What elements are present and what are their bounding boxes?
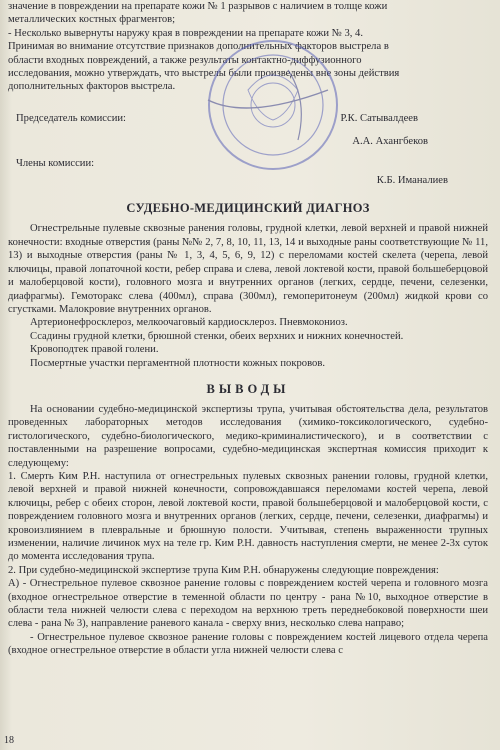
conclusion-point-2: 2. При судебно-медицинской экспертизе трупа Ким Р.Н. обнаружены следующие повреждения: bbox=[8, 564, 439, 576]
diagnosis-paragraph: Кровоподтек правой голени. bbox=[30, 344, 159, 356]
top-line: исследования, можно утверждать, что выстрелы были произведены вне зоны действия bbox=[8, 68, 400, 80]
diagnosis-paragraph: Огнестрельные пулевые сквозные ранения головы, грудной клетки, левой верхней и правой нижней конечности: входные отверстия (раны №№ 2, 7, 8, 10, 11, 13, 14 и выходные раны соответствующие № 11, 13) и выходные отверстия (раны № 1, 3, 4, 5, 6, 9, 12) с переломами костей скелета (черепа, левой ключицы, правой лопаточной кости, ребер справа и слева, левой локтевой кости, правой большеберцовой и малоберцовой кости), головного мозга и внутренних органов (легких, сердце, печени, селезенки, диафрагмы). Гемоторакс слева (400мл), справа (300мл), гемоперитонеум (200мл) жидкой крови со сгустками. Малокровие внутренних органов. bbox=[8, 223, 488, 315]
member1-name: А.А. Ахангбеков bbox=[352, 136, 428, 148]
conclusions-section bbox=[8, 403, 488, 658]
top-line: металлических костных фрагментов; bbox=[8, 14, 176, 26]
chair-name: Р.К. Сатывалдеев bbox=[340, 112, 418, 124]
top-line: - Несколько вывернуты наружу края в повреждении на препарате кожи № 3, 4. bbox=[8, 27, 363, 39]
conclusions-title: ВЫВОДЫ bbox=[206, 381, 290, 396]
top-section bbox=[8, 0, 488, 94]
diagnosis-paragraph: Ссадины грудной клетки, брюшной стенки, обеих верхних и нижних конечностей. bbox=[30, 330, 404, 342]
conclusions-intro: На основании судебно-медицинской экспертизы трупа, учитывая обстоятельства дела, результатов проведенных лабораторных методов исследования (химико-токсикологического, судебно-гистологического, судебно-биологического, медико-криминалистического), и в соответствии с поставленными на разрешение вопросами, судебно-медицинская экспертная комиссия приходит к следующему: bbox=[8, 403, 488, 469]
top-line: дополнительных факторов выстрела. bbox=[8, 81, 176, 93]
top-line: Принимая во внимание отсутствие признаков дополнительных факторов выстрела в bbox=[8, 41, 389, 53]
diagnosis-paragraph: Посмертные участки пергаментной плотности кожных покровов. bbox=[30, 357, 325, 369]
members-label: Члены комиссии: bbox=[16, 157, 95, 169]
top-line: значение в повреждении на препарате кожи № 1 разрывов с наличием в толще кожи bbox=[8, 1, 388, 12]
conclusion-point-2b: - Огнестрельное пулевое сквозное ранение головы с повреждением костей лицевого отдела черепа (входное огнестрельное отверстие в области угла нижней челюсти слева с bbox=[8, 631, 488, 657]
conclusion-point-2a: А) - Огнестрельное пулевое сквозное ранение головы с повреждением костей черепа и головного мозга (входное огнестрельное отверстие в теменной области по центру - рана №10, выходное отверстие в области тела нижней челюсти слева с переходом на верхнюю треть переднебоковой поверхности шеи слева - рана № 3), направление раневого канала - сверху вниз, несколько слева направо; bbox=[8, 578, 488, 630]
member2-name: К.Б. Иманалиев bbox=[376, 175, 448, 187]
chair-label: Председатель комиссии: bbox=[16, 112, 126, 124]
page-number: 18 bbox=[4, 735, 14, 746]
signature-block bbox=[8, 112, 488, 188]
top-line: области входных повреждений, а также результаты контактно-диффузионного bbox=[8, 54, 362, 66]
diagnosis-title: СУДЕБНО-МЕДИЦИНСКИЙ ДИАГНОЗ bbox=[126, 201, 370, 216]
diagnosis-paragraph: Артерионефросклероз, мелкоочаговый кардиосклероз. Пневмокониоз. bbox=[30, 317, 348, 329]
conclusion-point-1: 1. Смерть Ким Р.Н. наступила от огнестрельных пулевых сквозных ранении головы, грудной клетки, левой верхней и правой нижней конечности, сопровождавшаяся переломами костей черепа, левой ключицы, ребер с обеих сторон, левой локтевой кости, правой большеберцовой и малоберцовой кости, с повреждением головного мозга и внутренних органов (легких, сердце, печени, селезенки, диафрагмы) и кровоизлиянием в плевральные и брюшную полости. Учитывая, степень выраженности трупных изменении, наличие личинок мух на теле гр. Ким Р.Н. давность наступления смерти, не менее 2-3х суток до момента исследования трупа. bbox=[8, 470, 488, 563]
diagnosis-section bbox=[8, 222, 488, 369]
